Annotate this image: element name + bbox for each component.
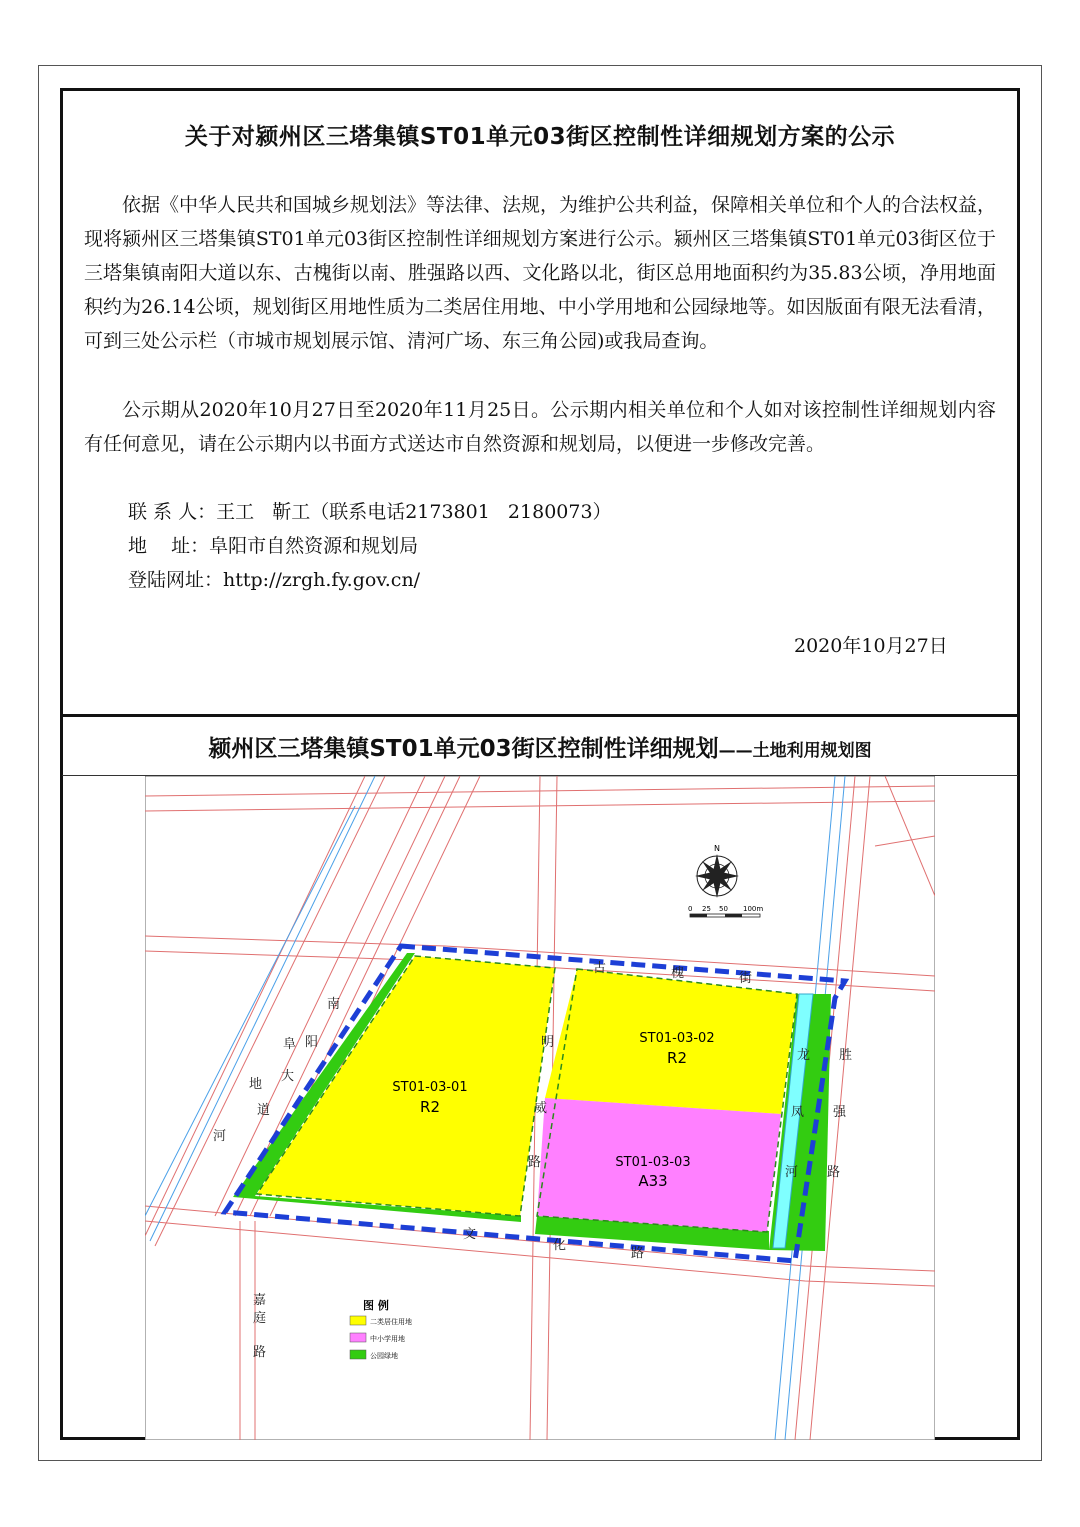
map-title-sub: ——土地利用规划图: [718, 741, 872, 761]
road-label-longfeng-1: 龙: [797, 1048, 811, 1063]
legend-label-school: 中小学用地: [370, 1335, 405, 1343]
notice-title: 关于对颍州区三塔集镇ST01单元03街区控制性详细规划方案的公示: [184, 124, 896, 150]
road-label-shengqiang-3: 路: [827, 1165, 841, 1180]
legend-label-park: 公园绿地: [370, 1352, 398, 1360]
road-label-wenhua-1: 文: [463, 1227, 477, 1242]
map-title-main: 颍州区三塔集镇ST01单元03街区控制性详细规划: [208, 736, 719, 762]
road-label-jiating-3: 路: [253, 1345, 267, 1360]
road-label-mingqing-2: 威: [534, 1101, 548, 1116]
land-use-map: [145, 776, 935, 1440]
legend-swatch-school: [350, 1333, 366, 1342]
parcel-1-code: ST01-03-01: [392, 1080, 468, 1095]
road-label-longfeng-2: 凤: [791, 1105, 805, 1120]
road-label-nanyang-2: 阳: [305, 1035, 319, 1050]
parcel-2-type: R2: [667, 1049, 687, 1067]
road-label-guhuai-1: 古: [593, 961, 607, 976]
parcel-3-type: A33: [638, 1172, 668, 1190]
road-label-jiating-1: 嘉: [253, 1293, 267, 1308]
road-label-guhuai-3: 街: [739, 971, 753, 986]
road-label-shengqiang-2: 强: [833, 1105, 847, 1120]
scale-label-25: 25: [702, 905, 711, 913]
notice-paragraph-2: 公示期从2020年10月27日至2020年11月25日。公示期内相关单位和个人如对该控制性详细规划内容有任何意见，请在公示期内以书面方式送达市自然资源和规划局，以便进一步修改完善。: [84, 399, 996, 455]
road-label-mingqing-3: 路: [528, 1155, 542, 1170]
website-line: 登陆网址：http://zrgh.fy.gov.cn/: [128, 569, 421, 591]
notice-paragraph-1: 依据《中华人民共和国城乡规划法》等法律、法规，为维护公共利益，保障相关单位和个人的合法权益，现将颍州区三塔集镇ST01单元03街区控制性详细规划方案进行公示。颍州区三塔集镇ST01单元03街区位于三塔集镇南阳大道以东、古槐街以南、胜强路以西、文化路以北，街区总用地面积约为35.83公顷，净用地面积约为26.14公顷，规划街区用地性质为二类居住用地、中小学用地和公园绿地等。如因版面有限无法看清，可到三处公示栏（市城市规划展示馆、清河广场、东三角公园)或我局查询。: [84, 194, 997, 352]
section-divider: [60, 714, 1020, 717]
parcel-1-type: R2: [420, 1098, 440, 1116]
map-title: [60, 730, 1020, 763]
road-label-fuhe-3: 河: [213, 1129, 227, 1144]
road-label-wenhua-3: 路: [631, 1246, 645, 1261]
parcel-3-code: ST01-03-03: [615, 1155, 691, 1170]
legend-title: 图 例: [363, 1299, 389, 1312]
scale-label-0: 0: [688, 905, 693, 913]
road-label-jiating-2: 庭: [253, 1311, 267, 1326]
notice-date: 2020年10月27日: [794, 635, 948, 657]
road-label-wenhua-2: 化: [553, 1238, 567, 1253]
road-label-nanyang-4: 道: [257, 1103, 271, 1118]
road-label-longfeng-3: 河: [785, 1165, 799, 1180]
road-label-nanyang-3: 大: [281, 1069, 295, 1084]
road-label-mingqing-1: 明: [541, 1035, 555, 1050]
road-label-fuhe-2: 地: [249, 1077, 263, 1092]
road-label-fuhe-1: 阜: [283, 1037, 297, 1052]
compass-north-label: N: [714, 844, 720, 853]
scale-label-100: 100m: [743, 905, 764, 913]
parcel-2-code: ST01-03-02: [639, 1031, 715, 1046]
legend-swatch-park: [350, 1350, 366, 1359]
legend-swatch-residential: [350, 1316, 366, 1325]
road-label-guhuai-2: 槐: [671, 966, 685, 981]
address-line: 地 址：阜阳市自然资源和规划局: [128, 535, 419, 557]
road-label-nanyang-1: 南: [327, 997, 341, 1012]
road-label-shengqiang-1: 胜: [839, 1048, 853, 1063]
legend-label-residential: 二类居住用地: [370, 1318, 412, 1326]
contact-line: 联 系 人：王工 靳工（联系电话2173801 2180073）: [128, 501, 612, 523]
scale-label-50: 50: [719, 905, 728, 913]
